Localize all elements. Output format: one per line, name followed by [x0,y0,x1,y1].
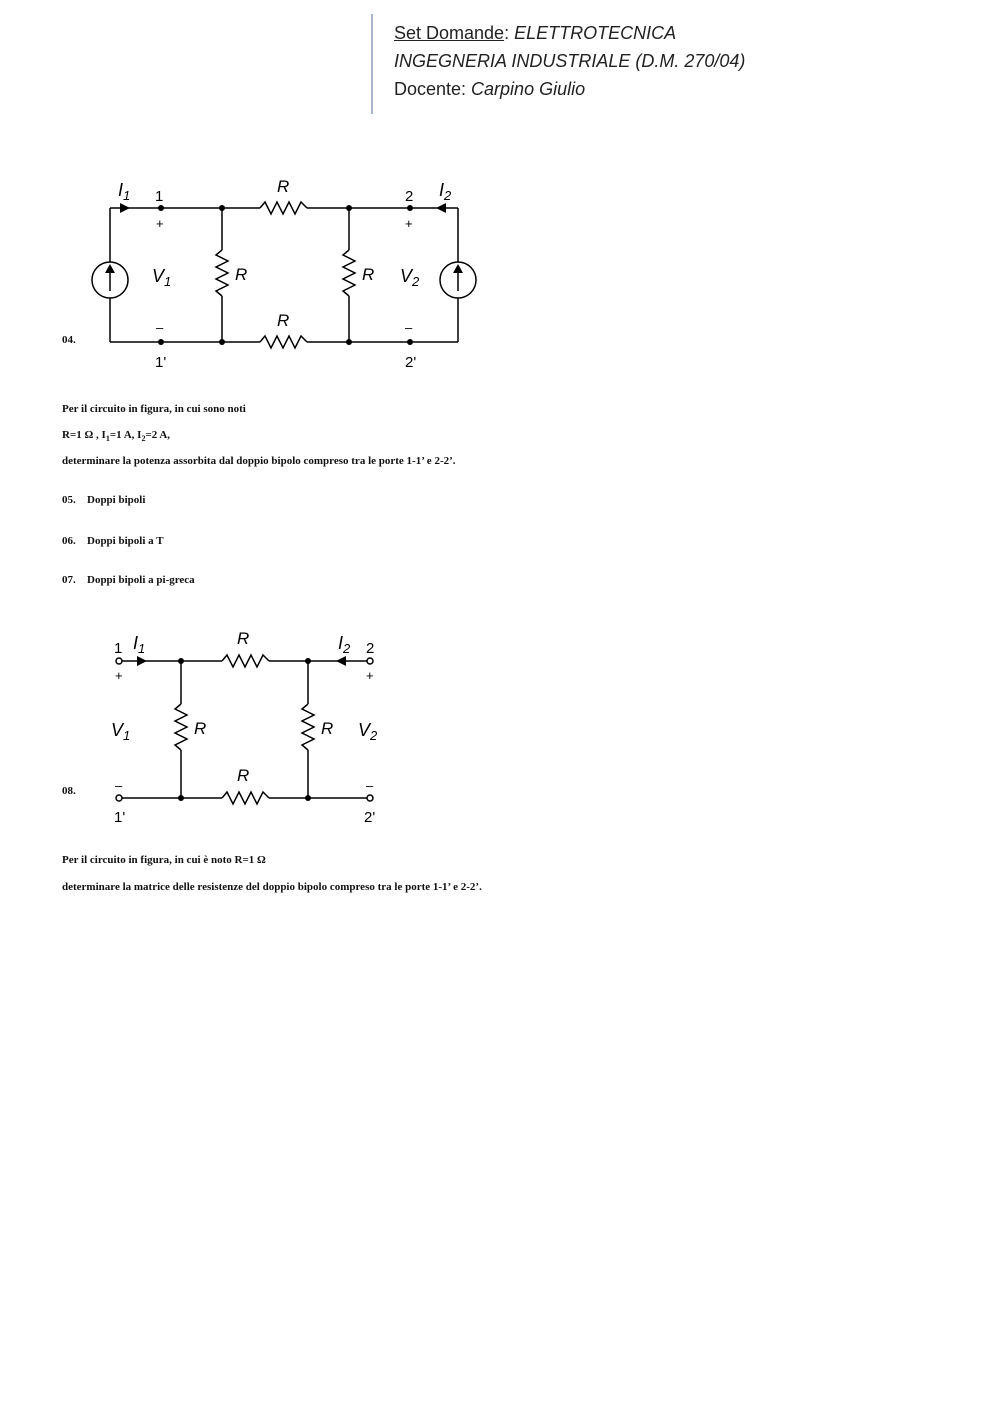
fig08-plus1: + [115,668,123,683]
fig08-node1: 1 [114,640,123,657]
fig04-v1-label: $V_1$ [152,266,172,289]
fig04-minus1: – [156,320,164,335]
fig08-r-bottom: R [237,766,250,785]
q08-text-line2: determinare la matrice delle resistenze del doppio bipolo compreso tra le porte 1-1’ e 2-2’. [62,881,482,893]
fig04-node2: 2 [405,188,414,205]
header-subject-label: Set Domande [394,23,505,43]
fig04-plus1: + [156,216,164,231]
q04-text-line1: Per il circuito in figura, in cui sono noti [62,403,246,415]
fig08-minus2: – [366,778,374,793]
q06-number: 06. [62,535,76,547]
header-teacher-line [394,79,585,100]
fig08-node1p: 1' [114,809,126,826]
q05-number: 05. [62,494,76,506]
fig04-r-bottom: R [277,311,290,330]
q06-item [62,535,164,547]
fig04-v2-label: $V_2$ [400,266,420,289]
document-header [371,14,933,114]
q04-text-line3: determinare la potenza assorbita dal doppio bipolo compreso tra le porte 1-1’ e 2-2’. [62,455,456,467]
fig04-r-left: R [235,265,248,284]
q07-number: 07. [62,574,76,586]
q04-text-line2: R=1 Ω , $I_1=1$ A, $I_2=2$ A, [62,429,171,444]
fig08-i1-label: $I_1$ [133,633,146,656]
fig08-plus2: + [366,668,374,683]
q04-number: 04. [62,334,76,346]
fig04-node2p: 2' [405,354,417,371]
fig08-r-right: R [321,719,334,738]
header-subject-value: ELETTROTECNICA [514,23,677,43]
header-subject-sep: : [504,23,515,43]
header-teacher-value: Carpino Giulio [471,79,586,99]
circuit-figure-08 [100,620,400,830]
q08-text-line1: Per il circuito in figura, in cui è noto R=1 Ω [62,854,266,866]
fig08-node2: 2 [366,640,375,657]
fig04-i1-label: $I_1$ [118,180,131,203]
fig04-r-top: R [277,177,290,196]
fig04-plus2: + [405,216,413,231]
fig08-node2p: 2' [364,809,376,826]
fig08-v2-label: $V_2$ [358,720,378,743]
q06-text: Doppi bipoli a T [87,535,164,547]
q05-item [62,494,145,506]
fig08-v1-label: $V_1$ [111,720,131,743]
fig08-r-left: R [194,719,207,738]
q08-number: 08. [62,785,76,797]
header-course: INGEGNERIA INDUSTRIALE (D.M. 270/04) [394,51,746,71]
q05-text: Doppi bipoli [87,494,146,506]
fig04-i2-label: $I_2$ [439,180,452,203]
fig04-r-right: R [362,265,375,284]
fig08-i2-label: $I_2$ [338,633,351,656]
header-subject-line [394,23,676,44]
q07-item [62,574,195,586]
circuit-figure-04 [85,170,485,380]
q07-text: Doppi bipoli a pi-greca [87,574,195,586]
fig04-node1: 1 [155,188,164,205]
header-teacher-label: Docente: [394,79,472,99]
fig08-minus1: – [115,778,123,793]
fig08-r-top: R [237,629,250,648]
fig04-minus2: – [405,320,413,335]
fig04-node1p: 1' [155,354,167,371]
